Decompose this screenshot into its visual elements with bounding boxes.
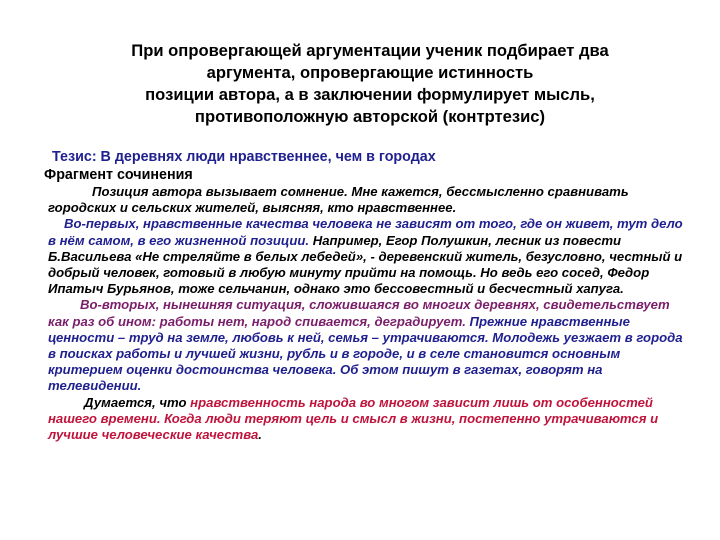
first-argument-text: Во-первых, нравственные качества человека не зависят от того, где он живет, тут дело в нём самом, в его жизненной позиции. [48,216,683,248]
essay-paragraph-3 [48,297,692,394]
heading-line: аргумента, опровергающие истинность [206,63,534,82]
heading-line: При опровергающей аргументации ученик подбирает два [131,41,609,60]
essay-paragraph-1: Позиция автора вызывает сомнение. Мне кажется, бессмысленно сравнивать городских и сельских жителей, выясняя, кто нравственнее. [48,184,629,216]
essay-paragraph-4 [48,395,692,444]
essay-paragraph-2 [48,216,692,297]
conclusion-end: . [258,427,262,443]
second-argument-details: Прежние нравственные ценности – труд на земле, любовь к ней, семья – утрачиваются. Молодежь уезжает в города в поисках работы и лучшей жизни, рубль и в городе, и в селе становится основным критерием оценки достоинства человека. Об этом пишут в газетах, говорят на телевидении. [48,313,683,394]
conclusion-lead: Думается, что [84,394,191,410]
heading-line: противоположную авторской (контртезис) [194,107,546,126]
counter-thesis-text: нравственность народа во многом зависит лишь от особенностей нашего времени. Когда люди теряют цель и смысл в жизни, постепенно утрачиваются и лучшие человеческие качества [48,394,659,443]
thesis-line: Тезис: В деревнях люди нравственнее, чем в городах [52,149,436,165]
essay-fragment [48,184,692,443]
fragment-label: Фрагмент сочинения [44,167,193,183]
slide-heading [60,40,680,128]
second-argument-text: Во-вторых, нынешняя ситуация, сложившаяся во многих деревнях, свидетельствует как раз об ином: работы нет, народ спивается, деградирует. [48,297,670,329]
first-argument-example: Например, Егор Полушкин, лесник из повести Б.Васильева «Не стреляйте в белых лебедей», - деревенский житель, безусловно, честный и добрый человек, готовый в любую минуту прийти на помощь. Но ведь его сосед, Федор Ипатыч Бурьянов, тоже сельчанин, однако это бессовестный и бесчестный хапуга. [48,232,683,297]
heading-line: позиции автора, а в заключении формулирует мысль, [145,85,595,104]
